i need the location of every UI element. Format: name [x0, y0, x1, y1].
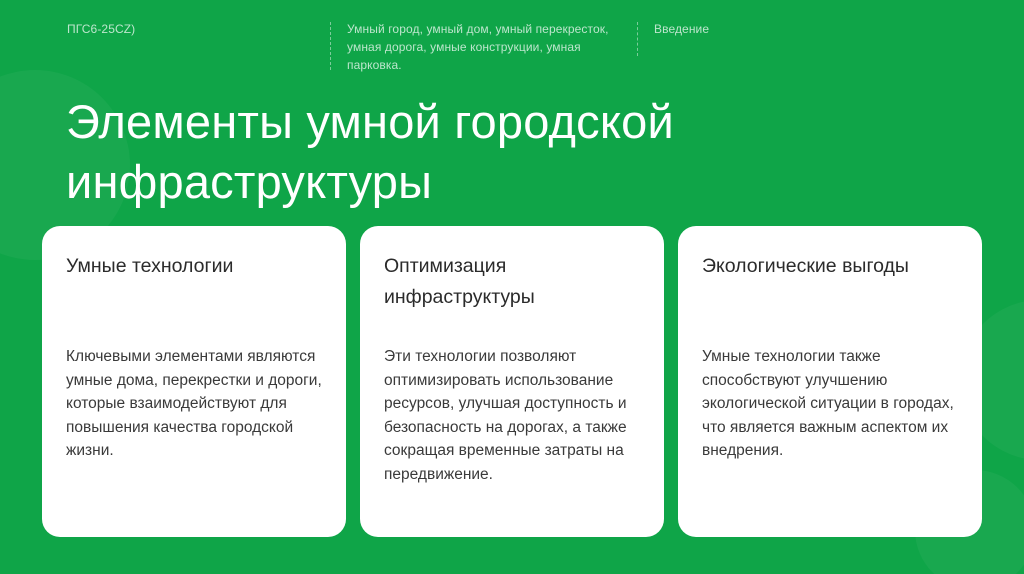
card-text: Эти технологии позволяют оптимизировать использование ресурсов, улучшая доступность и безопасность на дорогах, а также сокращая временные затраты на передвижение.	[384, 348, 627, 483]
card-title: Экологические выгоды	[702, 255, 909, 277]
card-infrastructure-optimization	[360, 226, 664, 537]
card-title: Умные технологии	[66, 255, 234, 277]
card-text: Ключевыми элементами являются умные дома, перекрестки и дороги, которые взаимодействуют для повышения качества городской жизни.	[66, 348, 322, 459]
card-smart-technologies	[42, 226, 346, 537]
course-code: ПГС6-25CZ)	[67, 22, 136, 36]
card-ecological-benefits	[678, 226, 982, 537]
card-title: Оптимизация инфраструктуры	[384, 255, 535, 308]
topics-list: Умный город, умный дом, умный перекресток, умная дорога, умные конструкции, умная парковка.	[347, 22, 609, 72]
section-label: Введение	[654, 22, 710, 36]
slide-title: Элементы умной городской инфраструктуры	[66, 95, 674, 208]
dashed-divider	[637, 22, 638, 56]
card-text: Умные технологии также способствуют улучшению экологической ситуации в городах, что является важным аспектом их внедрения.	[702, 348, 954, 459]
dashed-divider	[330, 22, 331, 70]
